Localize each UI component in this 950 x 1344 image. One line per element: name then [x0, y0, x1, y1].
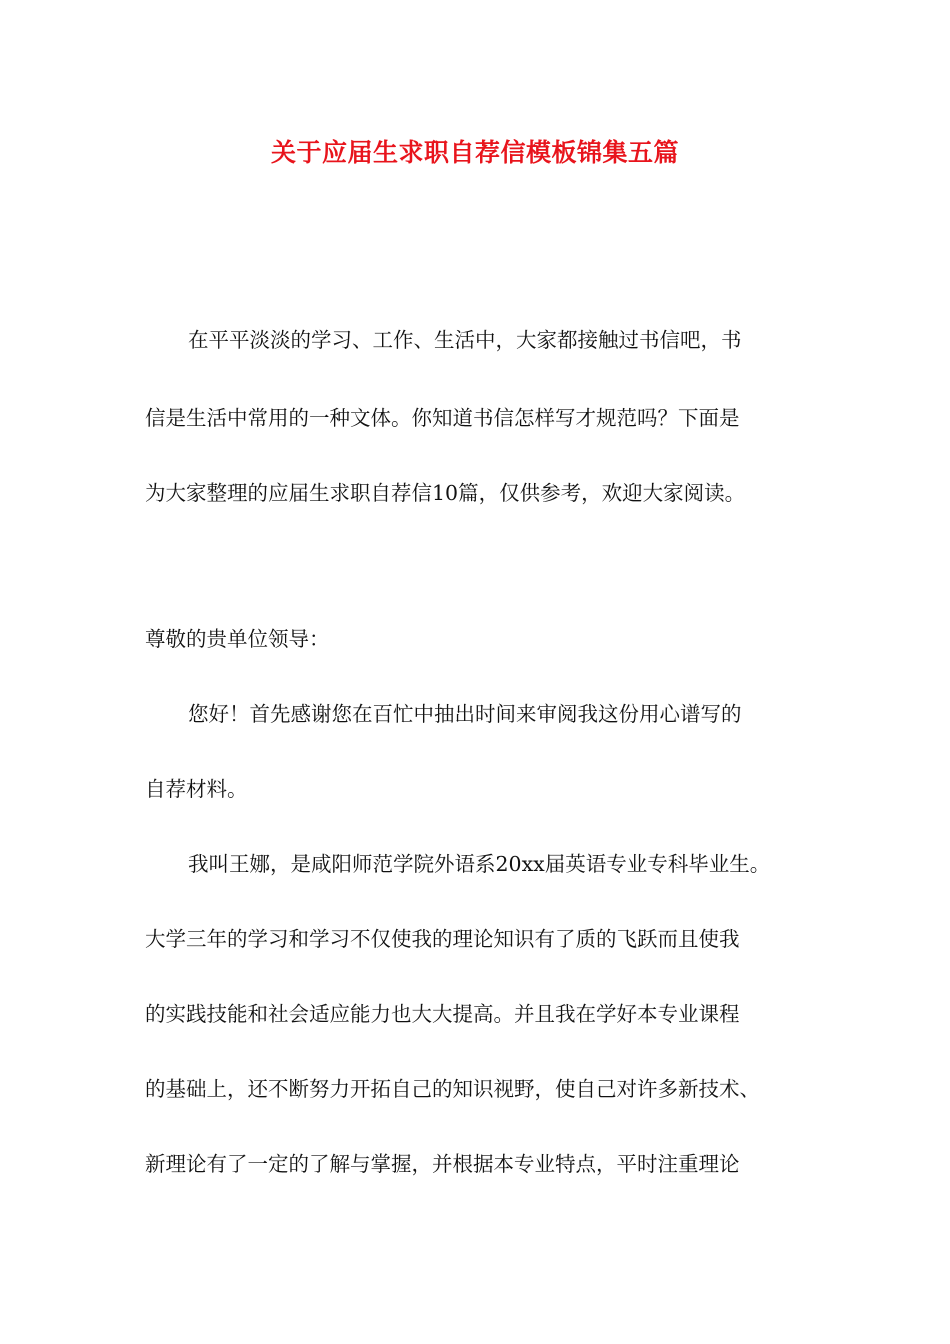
salutation-line: 尊敬的贵单位领导：: [145, 627, 330, 651]
paragraph-line: 您好！首先感谢您在百忙中抽出时间来审阅我这份用心谱写的: [188, 702, 742, 726]
paragraph-line: 信是生活中常用的一种文体。你知道书信怎样写才规范吗？下面是: [145, 406, 740, 430]
paragraph-line: 自荐材料。: [145, 777, 248, 801]
paragraph-line: 我叫王娜，是咸阳师范学院外语系20xx届英语专业专科毕业生。: [188, 852, 771, 876]
document-title: 关于应届生求职自荐信模板锦集五篇: [270, 138, 679, 167]
paragraph-line: 的实践技能和社会适应能力也大大提高。并且我在学好本专业课程: [145, 1002, 740, 1026]
paragraph-line: 大学三年的学习和学习不仅使我的理论知识有了质的飞跃而且使我: [145, 927, 740, 951]
paragraph-line: 新理论有了一定的了解与掌握，并根据本专业特点，平时注重理论: [145, 1152, 740, 1176]
paragraph-line: 为大家整理的应届生求职自荐信10篇，仅供参考，欢迎大家阅读。: [145, 481, 746, 505]
paragraph-line: 的基础上，还不断努力开拓自己的知识视野，使自己对许多新技术、: [145, 1077, 760, 1101]
paragraph-line: 在平平淡淡的学习、工作、生活中，大家都接触过书信吧，书: [188, 328, 742, 352]
